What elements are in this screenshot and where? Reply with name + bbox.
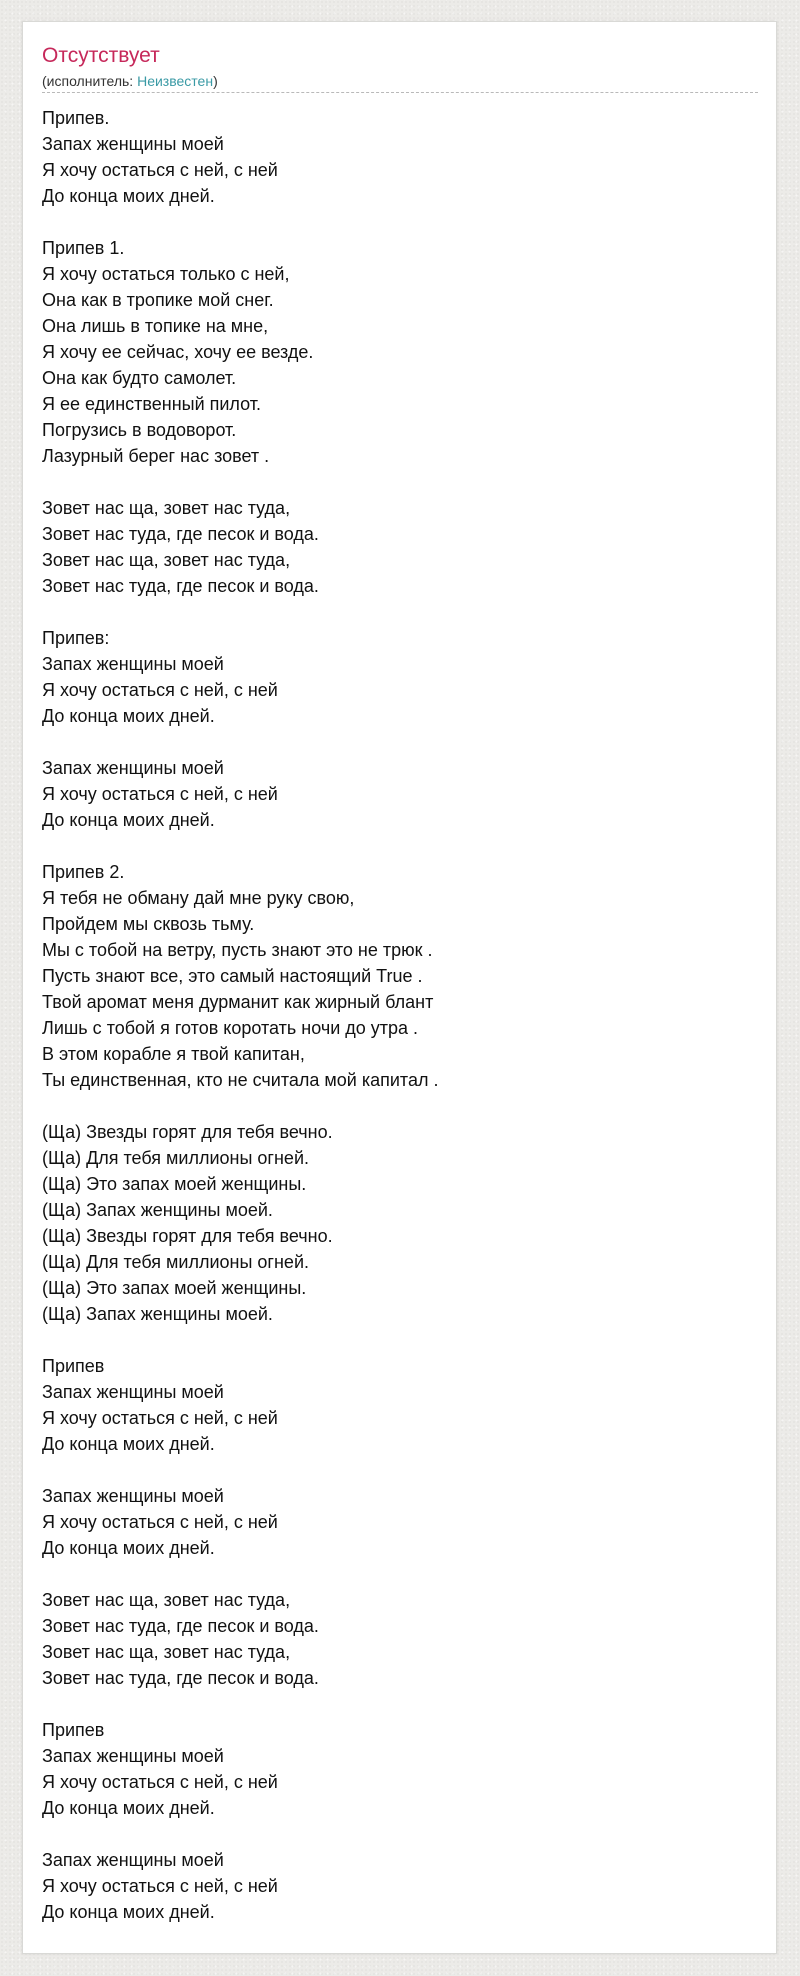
lyrics-line: Я тебя не обману дай мне руку свою,: [42, 888, 355, 908]
lyrics-line: До конца моих дней.: [42, 1538, 215, 1558]
lyrics-line: Ты единственная, кто не считала мой капитал .: [42, 1070, 439, 1090]
lyrics-line: Зовет нас туда, где песок и вода.: [42, 1616, 319, 1636]
lyrics-stanza: [42, 1717, 758, 1821]
lyrics-line: (Ща) Это запах моей женщины.: [42, 1174, 307, 1194]
lyrics-line: Припев 1.: [42, 238, 125, 258]
lyrics-line: Запах женщины моей: [42, 1746, 224, 1766]
lyrics-stanza: [42, 859, 758, 1093]
lyrics-stanza: [42, 1483, 758, 1561]
lyrics-line: Припев:: [42, 628, 110, 648]
lyrics-stanza: [42, 1119, 758, 1327]
performer-prefix: (исполнитель:: [42, 73, 138, 89]
lyrics-line: Запах женщины моей: [42, 1486, 224, 1506]
lyrics-stanza: [42, 625, 758, 729]
lyrics-line: Я хочу остаться с ней, с ней: [42, 784, 278, 804]
lyrics-line: До конца моих дней.: [42, 810, 215, 830]
lyrics-line: (Ща) Звезды горят для тебя вечно.: [42, 1122, 333, 1142]
lyrics-line: Погрузись в водоворот.: [42, 420, 237, 440]
lyrics-line: Она как в тропике мой снег.: [42, 290, 274, 310]
lyrics-line: Твой аромат меня дурманит как жирный блант: [42, 992, 434, 1012]
lyrics-line: Я хочу ее сейчас, хочу ее везде.: [42, 342, 314, 362]
lyrics-line: До конца моих дней.: [42, 186, 215, 206]
lyrics-line: До конца моих дней.: [42, 1798, 215, 1818]
lyrics-line: В этом корабле я твой капитан,: [42, 1044, 305, 1064]
lyrics-text: [42, 105, 758, 1951]
lyrics-line: Пусть знают все, это самый настоящий True .: [42, 966, 423, 986]
lyrics-line: До конца моих дней.: [42, 706, 215, 726]
lyrics-line: Пройдем мы сквозь тьму.: [42, 914, 255, 934]
lyrics-line: Лазурный берег нас зовет .: [42, 446, 270, 466]
lyrics-line: Зовет нас ща, зовет нас туда,: [42, 1642, 291, 1662]
lyrics-line: Я хочу остаться с ней, с ней: [42, 1512, 278, 1532]
lyrics-line: Зовет нас ща, зовет нас туда,: [42, 498, 291, 518]
lyrics-line: До конца моих дней.: [42, 1434, 215, 1454]
lyrics-line: Запах женщины моей: [42, 1382, 224, 1402]
lyrics-line: Зовет нас ща, зовет нас туда,: [42, 550, 291, 570]
lyrics-line: Мы с тобой на ветру, пусть знают это не трюк .: [42, 940, 433, 960]
lyrics-line: Я хочу остаться с ней, с ней: [42, 1876, 278, 1896]
lyrics-line: До конца моих дней.: [42, 1902, 215, 1922]
lyrics-line: Зовет нас туда, где песок и вода.: [42, 576, 319, 596]
lyrics-line: (Ща) Для тебя миллионы огней.: [42, 1252, 309, 1272]
lyrics-line: Зовет нас ща, зовет нас туда,: [42, 1590, 291, 1610]
lyrics-line: (Ща) Запах женщины моей.: [42, 1200, 273, 1220]
title-divider: [42, 92, 758, 93]
lyrics-line: Она как будто самолет.: [42, 368, 237, 388]
lyrics-line: Она лишь в топике на мне,: [42, 316, 269, 336]
lyrics-line: Я хочу остаться с ней, с ней: [42, 160, 278, 180]
lyrics-stanza: [42, 1353, 758, 1457]
lyrics-line: Запах женщины моей: [42, 134, 224, 154]
lyrics-line: (Ща) Запах женщины моей.: [42, 1304, 273, 1324]
performer-line: [42, 72, 218, 90]
lyrics-stanza: [42, 1847, 758, 1925]
lyrics-stanza: [42, 495, 758, 599]
lyrics-line: (Ща) Это запах моей женщины.: [42, 1278, 307, 1298]
lyrics-line: Я хочу остаться только с ней,: [42, 264, 290, 284]
lyrics-stanza: [42, 1587, 758, 1691]
lyrics-line: Припев: [42, 1356, 105, 1376]
lyrics-line: Припев: [42, 1720, 105, 1740]
lyrics-line: Запах женщины моей: [42, 1850, 224, 1870]
lyrics-line: Я хочу остаться с ней, с ней: [42, 680, 278, 700]
lyrics-stanza: [42, 755, 758, 833]
lyrics-stanza: [42, 105, 758, 209]
lyrics-line: Я хочу остаться с ней, с ней: [42, 1772, 278, 1792]
lyrics-line: Я хочу остаться с ней, с ней: [42, 1408, 278, 1428]
song-title: Отсутствует: [42, 44, 160, 67]
performer-link[interactable]: Неизвестен: [137, 73, 214, 89]
lyrics-line: Я ее единственный пилот.: [42, 394, 261, 414]
lyrics-line: (Ща) Для тебя миллионы огней.: [42, 1148, 309, 1168]
lyrics-line: Зовет нас туда, где песок и вода.: [42, 1668, 319, 1688]
lyrics-line: Запах женщины моей: [42, 654, 224, 674]
lyrics-stanza: [42, 235, 758, 469]
lyrics-line: (Ща) Звезды горят для тебя вечно.: [42, 1226, 333, 1246]
lyrics-line: Запах женщины моей: [42, 758, 224, 778]
lyrics-card: [22, 21, 777, 1954]
lyrics-line: Лишь с тобой я готов коротать ночи до утра .: [42, 1018, 419, 1038]
performer-suffix: ): [213, 73, 218, 89]
lyrics-line: Припев.: [42, 108, 110, 128]
lyrics-line: Припев 2.: [42, 862, 125, 882]
lyrics-line: Зовет нас туда, где песок и вода.: [42, 524, 319, 544]
